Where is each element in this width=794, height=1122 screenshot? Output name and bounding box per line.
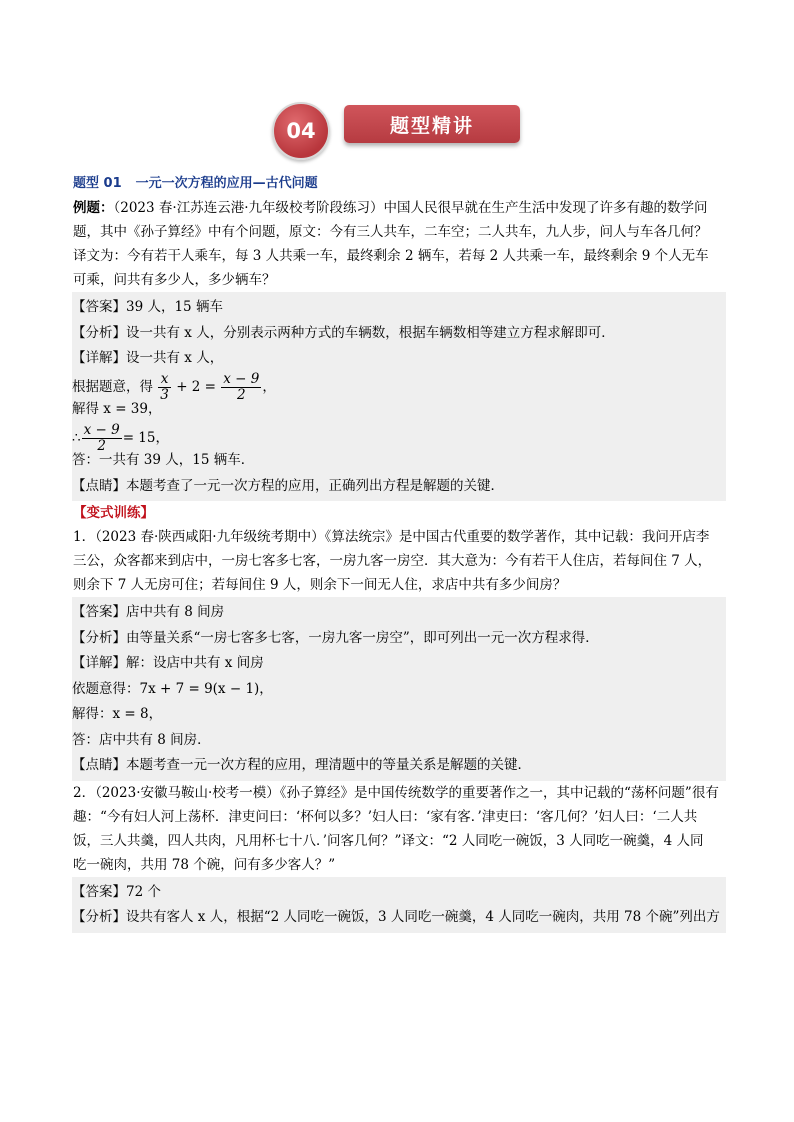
conclusion-text: 答：一共有 39 人，15 辆车．	[72, 452, 255, 468]
question-line: 则余下 7 人无房可住；若每间住 9 人，则余下一间无人住，求店中共有多少间房？	[73, 577, 567, 593]
topic-label: 题型 01	[73, 176, 122, 191]
example-line: 译文为：今有若干人乘车，每 3 人共乘一车，最终剩余 2 辆车，若每 2 人共乘一车，最终剩余 9 个人无车	[73, 248, 709, 264]
question-line: 饭，三人共羹，四人共肉，凡用杯七十八．’问客几何？”译文：“2 人同吃一碗饭，3 人同吃一碗羹，4 人同	[73, 832, 704, 849]
question-line: 2．（2023·安徽马鞍山·校考一模）《孙子算经》是中国传统数学的重要著作之一，其中记载的“荡杯问题”很有	[73, 784, 719, 801]
example-line: 可乘，问共有多少人，多少辆车？	[73, 272, 276, 288]
equation-step: 解得 x = 39，	[72, 401, 162, 417]
section-banner	[272, 98, 524, 160]
fraction: $\frac{x}{3}$	[160, 370, 169, 403]
analysis-text: 【分析】由等量关系“一房七客多七客，一房九客一房空”，即可列出一元一次方程求得．	[72, 629, 599, 646]
equation-step: 依题意得：7x + 7 = 9(x − 1)，	[72, 680, 273, 697]
detail-text: 【详解】设一共有 x 人，	[72, 350, 224, 366]
topic-heading	[73, 172, 725, 196]
section-title-ribbon: 题型精讲	[344, 105, 520, 143]
variant-training-label: 【变式训练】	[73, 505, 154, 521]
comment-text: 【点睛】本题考查一元一次方程的应用，理清题中的等量关系是解题的关键．	[72, 757, 531, 773]
fraction: $\frac{x - 9}{2}$	[83, 421, 120, 454]
question-line: 吃一碗肉，共用 78 个碗，问有多少客人？”	[73, 856, 336, 873]
section-number-badge: 04	[272, 102, 330, 160]
detail-text: 【详解】解：设店中共有 x 间房	[72, 655, 264, 671]
example-line: （2023 春·江苏连云港·九年级校考阶段练习）中国人民很早就在生产生活中发现了许多有趣的数学问	[113, 200, 708, 216]
example-question	[73, 196, 725, 292]
page-content	[73, 170, 725, 933]
question-line: 1．（2023 春·陕西咸阳·九年级统考期中）《算法统宗》是中国古代重要的数学著作，其中记载：我问开店李	[73, 529, 710, 545]
equation-step: 解得：x = 8，	[72, 706, 163, 722]
example-solution	[72, 292, 726, 501]
answer-text: 【答案】店中共有 8 间房	[72, 604, 225, 620]
equation-step: 根据题意，得 $\frac{x}{3}$ + 2 = $\frac{x - 9}{2}$ ，	[72, 370, 276, 403]
answer-text: 【答案】72 个	[72, 883, 161, 900]
question-1	[73, 525, 725, 597]
example-label: 例题：	[73, 200, 114, 216]
question-1-solution	[72, 597, 726, 781]
question-line: 趣：“今有妇人河上荡杯．津吏问曰：‘杯何以多？’妇人曰：‘家有客．’津吏曰：‘客几何？’妇人曰：‘二人共	[73, 808, 698, 825]
fraction: $\frac{x - 9}{2}$	[223, 370, 260, 403]
question-2-solution	[72, 877, 726, 933]
conclusion-text: 答：店中共有 8 间房．	[72, 731, 211, 748]
question-2	[73, 781, 725, 877]
analysis-text: 【分析】设一共有 x 人，分别表示两种方式的车辆数，根据车辆数相等建立方程求解即可．	[72, 324, 615, 341]
comment-text: 【点睛】本题考查了一元一次方程的应用，正确列出方程是解题的关键．	[72, 477, 504, 494]
topic-title: 一元一次方程的应用—古代问题	[135, 176, 318, 191]
answer-text: 【答案】39 人，15 辆车	[72, 299, 223, 315]
analysis-text: 【分析】设共有客人 x 人，根据“2 人同吃一碗饭，3 人同吃一碗羹，4 人同吃一碗肉，共用 78 个碗”列出方	[72, 909, 720, 925]
example-line: 题，其中《孙子算经》中有个问题，原文：今有三人共车，二车空；二人共车，九人步，问人与车各几何？	[73, 224, 708, 240]
equation-step: ∴ $\frac{x - 9}{2}$ = 15，	[72, 421, 169, 454]
question-line: 三公，众客都来到店中，一房七客多七客，一房九客一房空．其大意为：今有若干人住店，若每间住 7 人，	[73, 553, 712, 569]
